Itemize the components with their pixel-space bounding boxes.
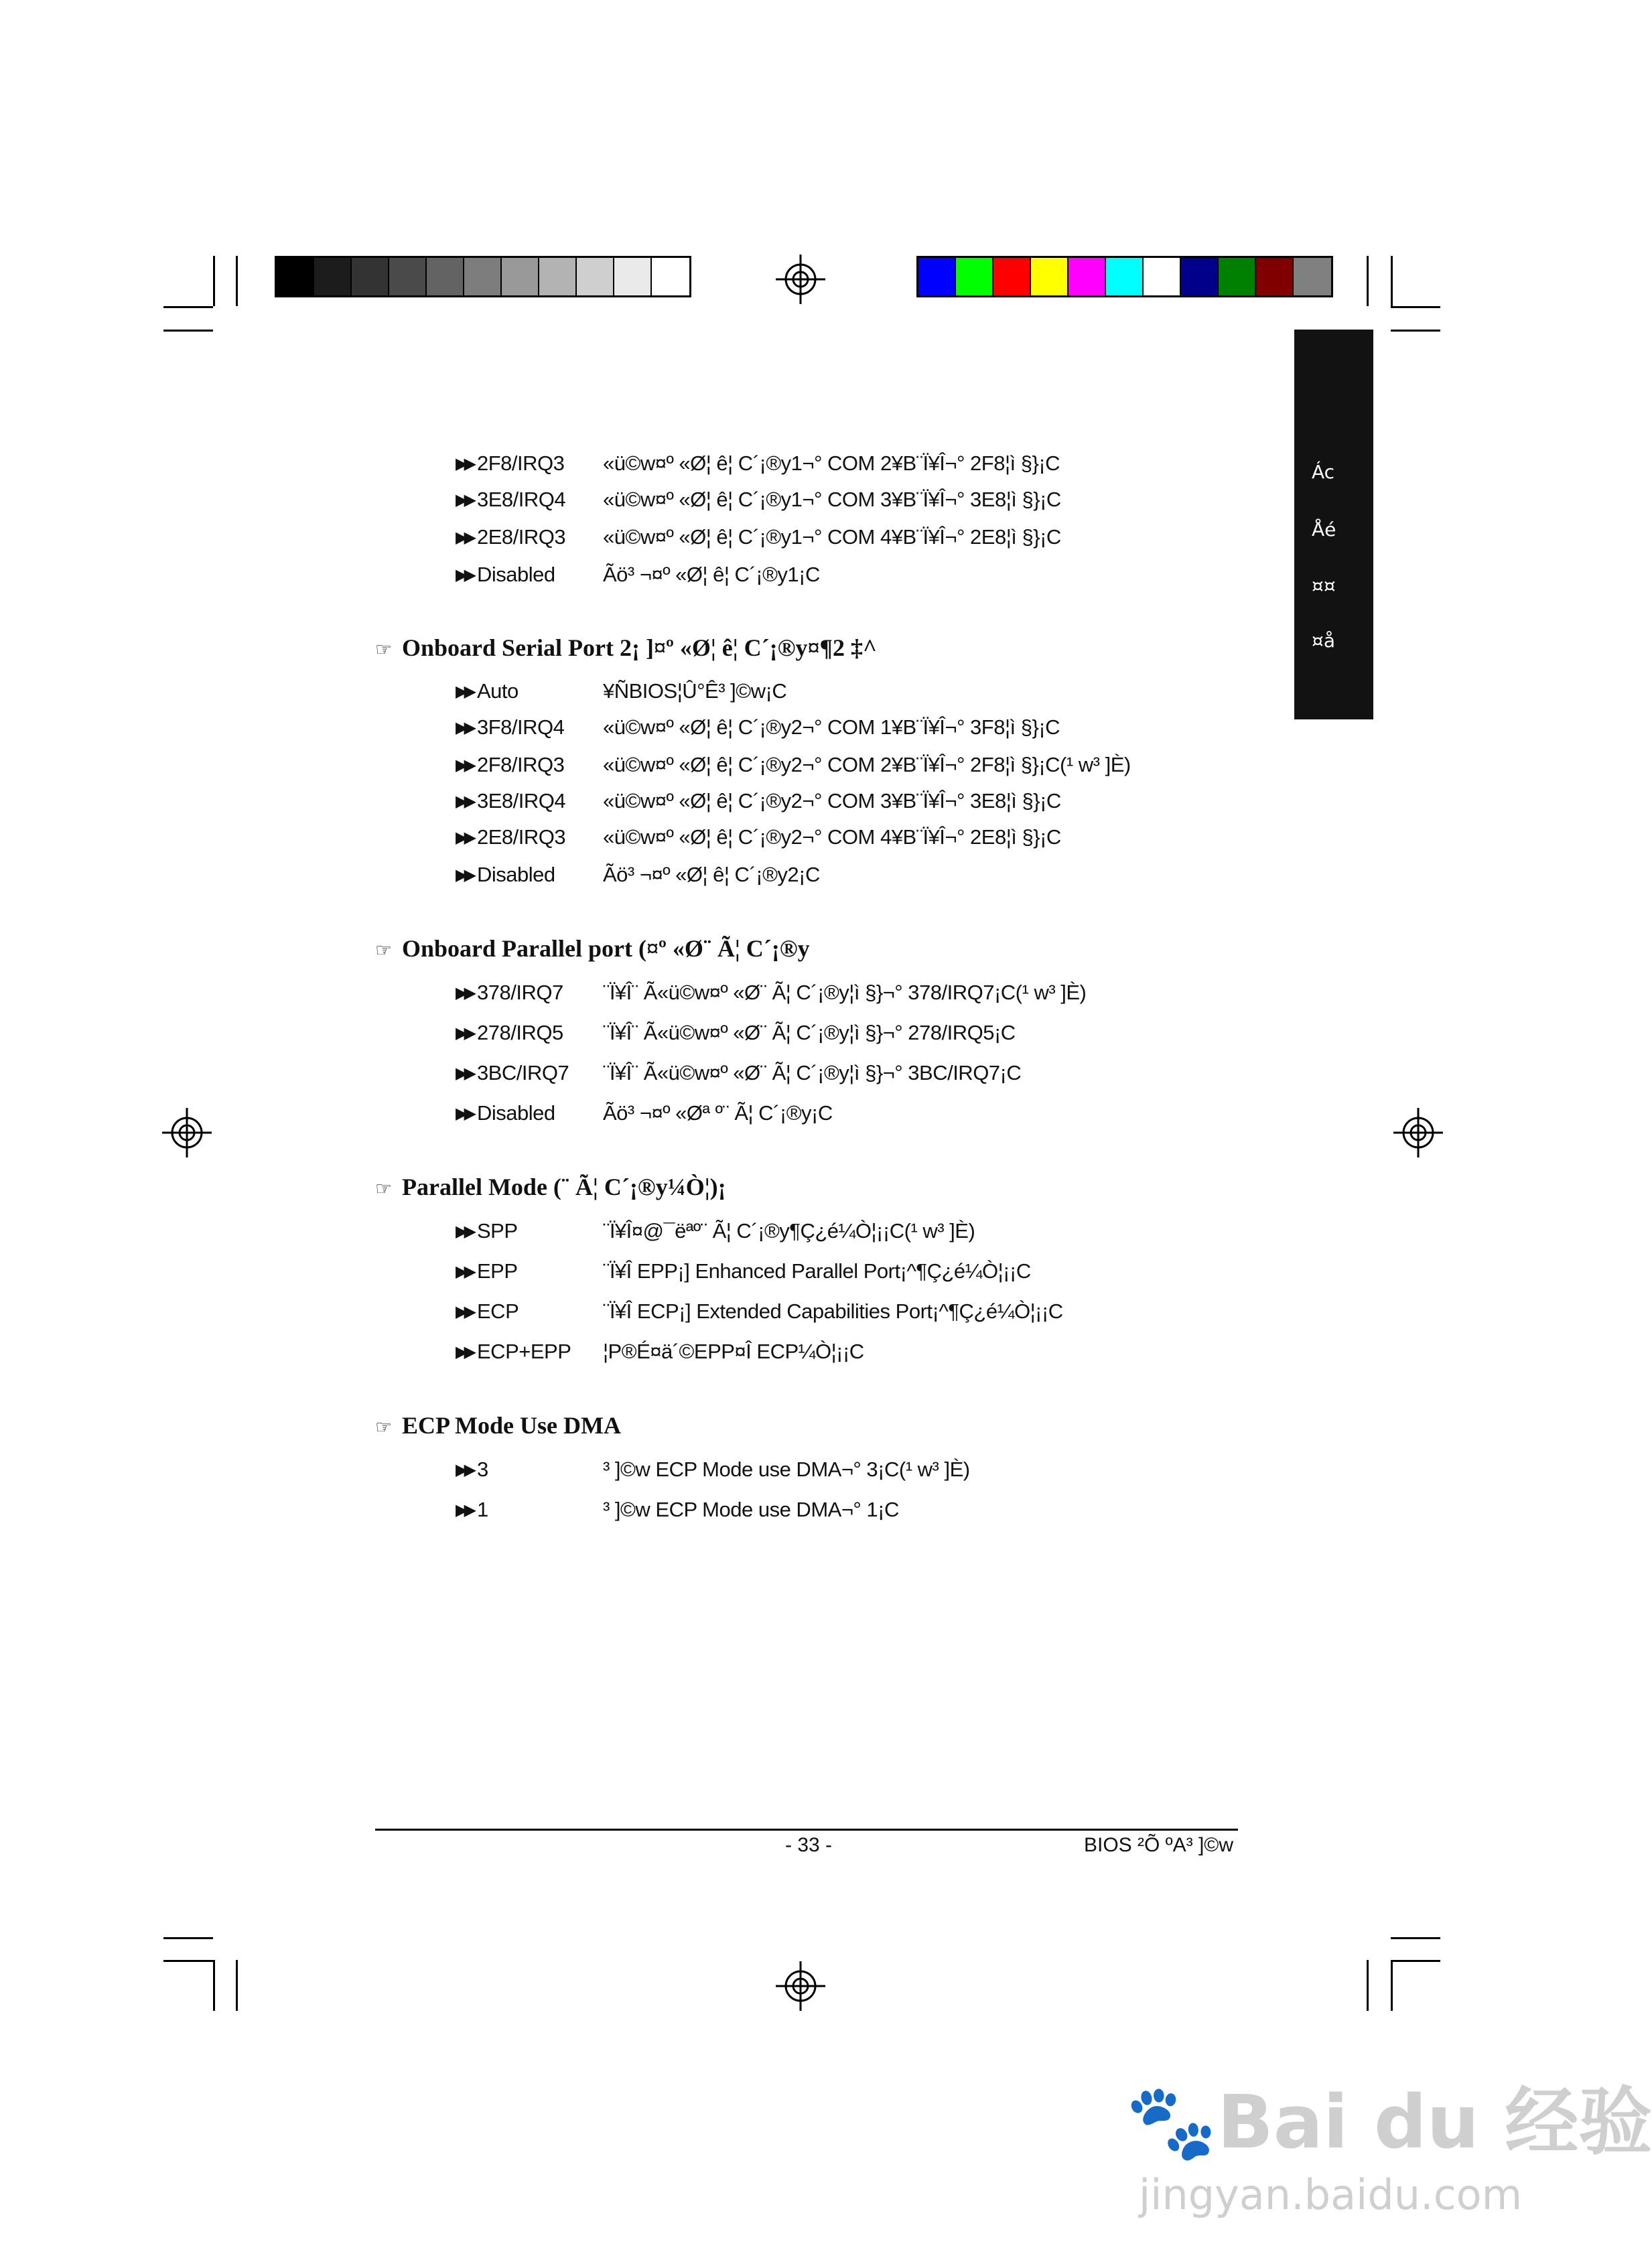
option-value: Disabled [477, 563, 555, 586]
option-description: ³ ]©w ECP Mode use DMA¬° 1¡C [603, 1498, 899, 1521]
registration-target-icon [776, 255, 825, 304]
option-description: «ü©w¤º «Ø¦ ê¦ C´¡®y1¬° COM 4¥B¨Ï¥Î¬° 2E8¦ì §}¡C [603, 525, 1061, 549]
crop-mark [1367, 256, 1369, 306]
option-description: ¨Ï¥Î ECP¡] Extended Capabilities Port¡^¶Ç¿é¼Ò¦¡¡C [603, 1299, 1063, 1323]
color-calibration-bar [916, 256, 1333, 297]
option-value: 3BC/IRQ7 [477, 1061, 569, 1084]
color-swatch [389, 258, 427, 295]
registration-target-icon [1393, 1108, 1443, 1157]
arrow-bullet-icon: ▶▶ [456, 792, 472, 810]
color-swatch [1294, 258, 1331, 295]
arrow-bullet-icon: ▶▶ [456, 1024, 472, 1042]
section-heading: ☞ Onboard Serial Port 2¡ ]¤º «Ø¦ ê¦ C´¡®y¤¶2 ‡^ [375, 633, 877, 664]
crop-mark [1391, 330, 1440, 332]
arrow-bullet-icon: ▶▶ [456, 491, 472, 509]
crop-mark [1391, 306, 1440, 308]
crop-mark [236, 1960, 238, 2011]
color-swatch [993, 258, 1031, 295]
option-description: Ãö³ ¬¤º «Ø¦ ê¦ C´¡®y1¡C [603, 563, 820, 586]
arrow-bullet-icon: ▶▶ [456, 1064, 472, 1082]
option-description: ¨Ï¥Î¨ Ã«ü©w¤º «Ø¨ Ã¦ C´¡®y¦ì §}¬° 378/IRQ7¡C(¹ w³ ]È) [603, 981, 1087, 1004]
color-swatch [1144, 258, 1181, 295]
section-heading: ☞ Onboard Parallel port (¤º «Ø¨ Ã¦ C´¡®y [375, 934, 810, 965]
color-swatch [1031, 258, 1069, 295]
crop-mark [213, 1960, 215, 2011]
option-description: «ü©w¤º «Ø¦ ê¦ C´¡®y2¬° COM 3¥B¨Ï¥Î¬° 3E8¦ì §}¡C [603, 789, 1061, 813]
option-description: ¨Ï¥Î EPP¡] Enhanced Parallel Port¡^¶Ç¿é¼Ò¦¡¡C [603, 1259, 1031, 1283]
option-value: SPP [477, 1219, 518, 1243]
color-swatch [464, 258, 502, 295]
running-title: BIOS ²Õ ºA³ ]©w [1084, 1834, 1234, 1856]
crop-mark [1391, 256, 1393, 306]
option-value: Disabled [477, 863, 555, 886]
arrow-bullet-icon: ▶▶ [456, 1303, 472, 1321]
arrow-bullet-icon: ▶▶ [456, 1343, 472, 1361]
side-tab-char: ¤å [1312, 630, 1335, 652]
option-value: 2E8/IRQ3 [477, 825, 566, 849]
option-value: 3E8/IRQ4 [477, 488, 566, 511]
option-description: ¨Ï¥Î¨ Ã«ü©w¤º «Ø¨ Ã¦ C´¡®y¦ì §}¬° 278/IRQ5¡C [603, 1021, 1016, 1044]
section-heading: ☞ ECP Mode Use DMA [375, 1411, 621, 1442]
grayscale-calibration-bar [275, 256, 691, 297]
option-value: 2E8/IRQ3 [477, 525, 566, 549]
color-swatch [277, 258, 314, 295]
color-swatch [314, 258, 352, 295]
option-description: «ü©w¤º «Ø¦ ê¦ C´¡®y1¬° COM 2¥B¨Ï¥Î¬° 2F8¦ì §}¡C [603, 451, 1060, 475]
side-tab-char: Åé [1312, 518, 1336, 541]
chapter-side-tab [1294, 330, 1373, 719]
option-value: 1 [477, 1498, 488, 1521]
crop-mark [163, 330, 213, 332]
crop-mark [236, 256, 238, 306]
color-swatch [652, 258, 689, 295]
option-value: ECP+EPP [477, 1340, 571, 1363]
option-description: «ü©w¤º «Ø¦ ê¦ C´¡®y2¬° COM 1¥B¨Ï¥Î¬° 3F8¦ì §}¡C [603, 715, 1060, 739]
arrow-bullet-icon: ▶▶ [456, 455, 472, 473]
side-tab-char: ¤¤ [1312, 575, 1336, 597]
color-swatch [1181, 258, 1219, 295]
arrow-bullet-icon: ▶▶ [456, 866, 472, 884]
crop-mark [1367, 1960, 1369, 2011]
option-value: 3F8/IRQ4 [477, 715, 565, 739]
arrow-bullet-icon: ▶▶ [456, 984, 472, 1002]
option-value: 3 [477, 1458, 488, 1481]
option-value: 378/IRQ7 [477, 981, 563, 1004]
color-swatch [918, 258, 956, 295]
crop-mark [213, 256, 215, 306]
arrow-bullet-icon: ▶▶ [456, 566, 472, 584]
option-value: 2F8/IRQ3 [477, 753, 565, 776]
registration-target-icon [776, 1961, 825, 2011]
option-description: Ãö³ ¬¤º «Ø¦ ê¦ C´¡®y2¡C [603, 863, 820, 886]
watermark-logo: 🐾Bai du 经验 [1125, 2079, 1652, 2165]
pointing-hand-icon: ☞ [375, 939, 393, 961]
option-description: «ü©w¤º «Ø¦ ê¦ C´¡®y2¬° COM 2¥B¨Ï¥Î¬° 2F8¦ì §}¡C(¹ w³ ]È) [603, 753, 1131, 776]
pointing-hand-icon: ☞ [375, 638, 393, 660]
color-swatch [614, 258, 652, 295]
page-number: - 33 - [785, 1834, 833, 1856]
watermark-url: jingyan.baidu.com [1139, 2170, 1523, 2219]
pointing-hand-icon: ☞ [375, 1416, 393, 1438]
option-value: 3E8/IRQ4 [477, 789, 566, 813]
color-swatch [956, 258, 993, 295]
paw-icon: 🐾 [1125, 2079, 1217, 2165]
option-description: ¥ÑBIOS¦Û°Ê³ ]©w¡C [603, 679, 787, 703]
color-swatch [502, 258, 539, 295]
arrow-bullet-icon: ▶▶ [456, 756, 472, 774]
arrow-bullet-icon: ▶▶ [456, 719, 472, 737]
option-description: «ü©w¤º «Ø¦ ê¦ C´¡®y2¬° COM 4¥B¨Ï¥Î¬° 2E8¦ì §}¡C [603, 825, 1061, 849]
section-heading: ☞ Parallel Mode (¨ Ã¦ C´¡®y¼Ò¦)¡ [375, 1172, 726, 1204]
option-value: 2F8/IRQ3 [477, 451, 565, 475]
crop-mark [163, 1960, 213, 1962]
option-value: ECP [477, 1299, 519, 1323]
option-description: Ãö³ ¬¤º «Øª º¨ Ã¦ C´¡®y¡C [603, 1101, 833, 1125]
option-description: ¨Ï¥Î¨ Ã«ü©w¤º «Ø¨ Ã¦ C´¡®y¦ì §}¬° 3BC/IRQ7¡C [603, 1061, 1022, 1084]
option-value: Auto [477, 679, 519, 703]
crop-mark [1391, 1960, 1393, 2011]
registration-target-icon [162, 1108, 212, 1157]
color-swatch [1106, 258, 1144, 295]
color-swatch [577, 258, 614, 295]
option-value: EPP [477, 1259, 518, 1283]
crop-mark [1391, 1937, 1440, 1939]
color-swatch [1256, 258, 1294, 295]
arrow-bullet-icon: ▶▶ [456, 1263, 472, 1281]
color-swatch [1069, 258, 1106, 295]
option-description: «ü©w¤º «Ø¦ ê¦ C´¡®y1¬° COM 3¥B¨Ï¥Î¬° 3E8¦ì §}¡C [603, 488, 1061, 511]
arrow-bullet-icon: ▶▶ [456, 1222, 472, 1241]
option-description: ³ ]©w ECP Mode use DMA¬° 3¡C(¹ w³ ]È) [603, 1458, 970, 1481]
color-swatch [427, 258, 464, 295]
arrow-bullet-icon: ▶▶ [456, 1105, 472, 1123]
option-value: 278/IRQ5 [477, 1021, 563, 1044]
footer-rule [375, 1829, 1238, 1831]
arrow-bullet-icon: ▶▶ [456, 1461, 472, 1479]
crop-mark [163, 306, 213, 308]
pointing-hand-icon: ☞ [375, 1178, 393, 1200]
color-swatch [1219, 258, 1256, 295]
option-description: ¦P®É¤ä´©EPP¤Î ECP¼Ò¦¡¡C [603, 1340, 864, 1363]
option-value: Disabled [477, 1101, 555, 1125]
side-tab-char: Ác [1312, 461, 1335, 483]
crop-mark [163, 1937, 213, 1939]
arrow-bullet-icon: ▶▶ [456, 829, 472, 847]
color-swatch [352, 258, 389, 295]
arrow-bullet-icon: ▶▶ [456, 1501, 472, 1519]
arrow-bullet-icon: ▶▶ [456, 528, 472, 547]
crop-mark [1391, 1960, 1440, 1962]
color-swatch [539, 258, 577, 295]
arrow-bullet-icon: ▶▶ [456, 683, 472, 701]
option-description: ¨Ï¥Î¤@¯ëªº¨ Ã¦ C´¡®y¶Ç¿é¼Ò¦¡¡C(¹ w³ ]È) [603, 1219, 975, 1243]
